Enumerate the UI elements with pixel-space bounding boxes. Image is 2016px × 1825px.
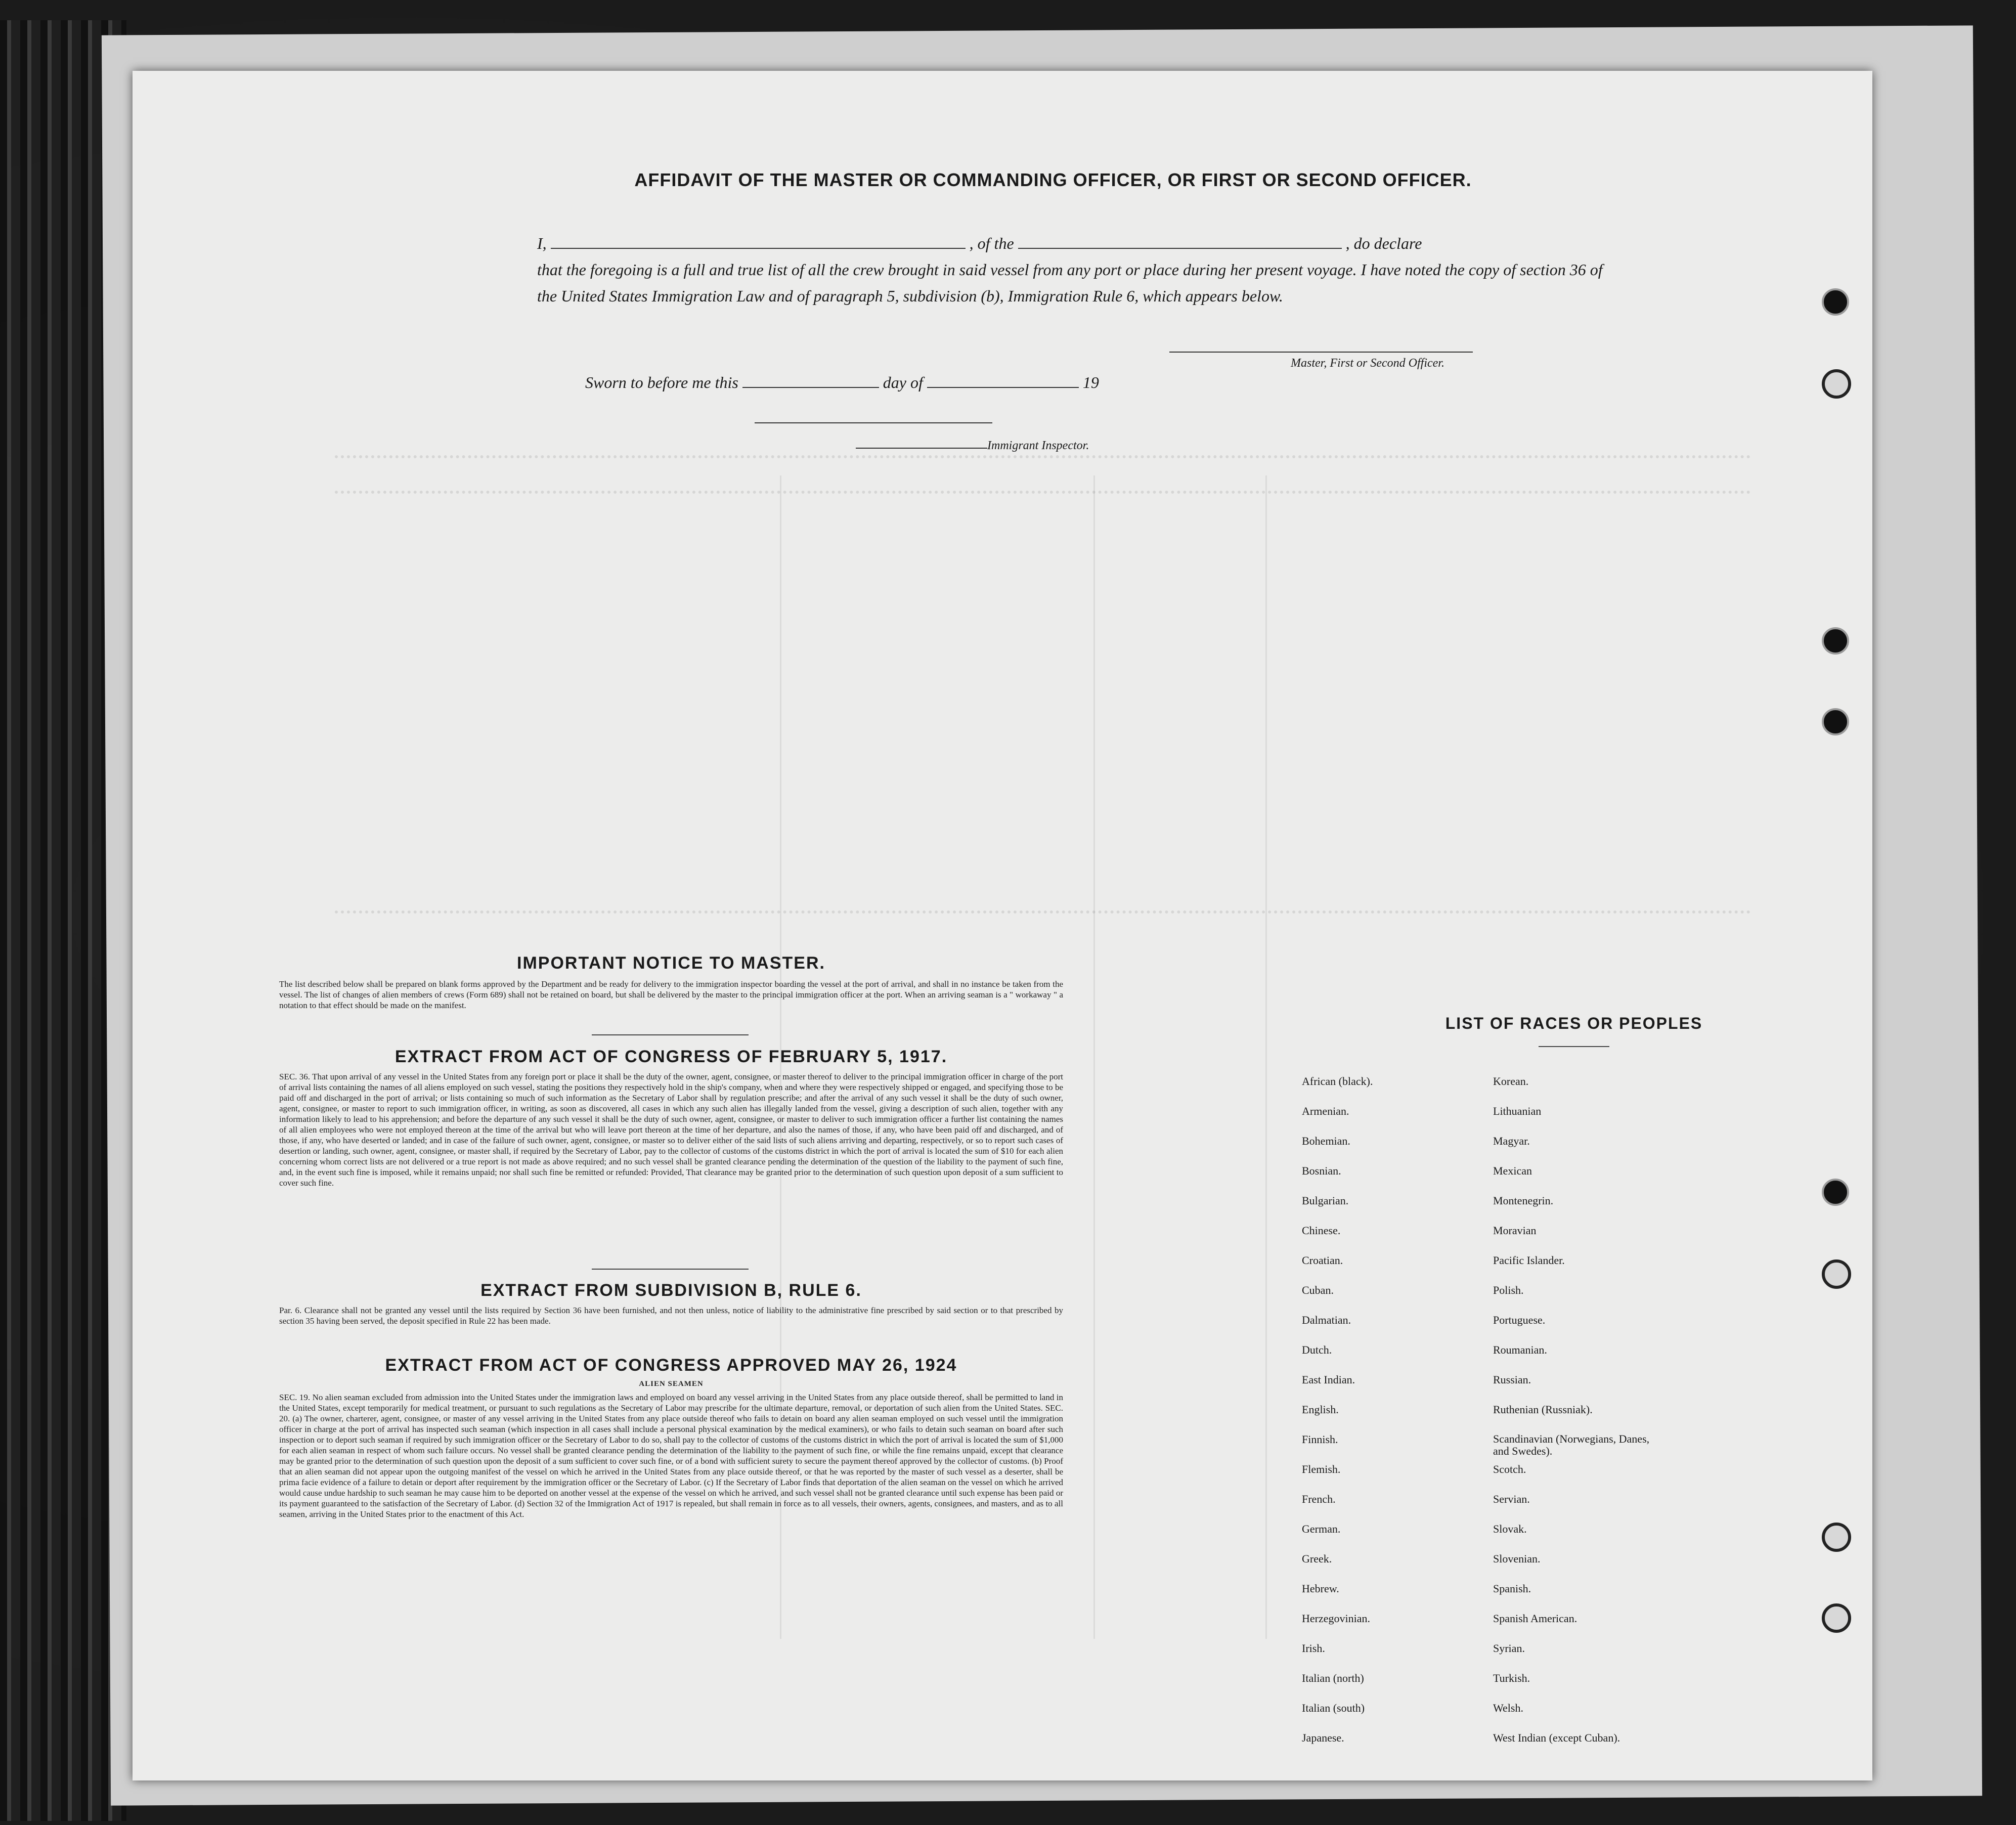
races-title: LIST OF RACES OR PEOPLES: [1445, 1014, 1703, 1032]
inspector-caption: Immigrant Inspector.: [987, 439, 1089, 452]
master-signature-caption: Master, First or Second Officer.: [1291, 357, 1444, 370]
race-item: Moravian: [1493, 1224, 1537, 1237]
sworn-month-field[interactable]: [927, 372, 1079, 388]
form-page: [133, 71, 1872, 1780]
punch-hole: [1822, 708, 1849, 735]
race-item: English.: [1302, 1403, 1339, 1416]
race-item: Portuguese.: [1493, 1314, 1546, 1326]
sworn-day-field[interactable]: [742, 372, 879, 388]
punch-hole: [1822, 1259, 1851, 1289]
race-item: Montenegrin.: [1493, 1194, 1554, 1207]
race-item: Roumanian.: [1493, 1343, 1547, 1356]
races-divider: [1539, 1046, 1609, 1047]
race-item: African (black).: [1302, 1075, 1373, 1088]
race-item: Spanish.: [1493, 1582, 1531, 1595]
race-item: Croatian.: [1302, 1254, 1343, 1267]
race-item: Dutch.: [1302, 1343, 1332, 1356]
race-item: Bohemian.: [1302, 1135, 1350, 1147]
race-item: Lithuanian: [1493, 1105, 1542, 1117]
extract-1917-title: EXTRACT FROM ACT OF CONGRESS OF FEBRUARY 5, 1917.: [395, 1047, 948, 1066]
extract-1917-text: SEC. 36. That upon arrival of any vessel in the United States from any foreign port or place it shall be the duty of the owner, agent, consignee, or master thereof to deliver to the principal immigration officer in charge of the port of arrival lists containing the names of all aliens employed on such vessel, stating the positions they respectively hold in the ship's company, when and where they were respectively shipped or engaged, and specifying those to be paid off and discharged in the port of arrival; or lists containing so much of such information as the Secretary of Labor shall by regulation prescribe; and after the arrival of any such vessel it shall be the duty of such owner, agent, consignee, or master to report to such immigration officer, in writing, as soon as discovered, all cases in which any such alien has illegally landed from the vessel, giving a description of such alien, together with any information likely to lead to his apprehension; and before the departure of any such vessel it shall be the duty of such owner, agent, consignee, or master to deliver to such immigration officer a further list containing the names of all alien employees who were not employed thereon at the time of the arrival but who will leave port thereon at the time of her departure, and also the names of those, if any, who have been paid off and discharged, and of those, if any, who have deserted or landed; and in case of the failure of such owner, agent, consignee, or master so to deliver either of the said lists of such aliens arriving and departing, respectively, or so to report such cases of desertion or landing, such owner, agent, consignee, or master shall, if required by the Secretary of Labor, pay to the collector of customs of the customs district in which the port of arrival is located the sum of $10 for each alien concerning whom correct lists are not delivered or a true report is not made as above required; and no such vessel shall be granted clearance pending the determination of the question of the liability to the payment of such fine, and, in the event such fine is imposed, while it remains unpaid; nor shall such fine be remitted or refunded: Provided, That clearance may be granted prior to the determination of such question upon deposit of a sum sufficient to cover such fine.: [279, 1072, 1063, 1188]
race-item: Armenian.: [1302, 1105, 1349, 1117]
section-divider: [592, 1269, 749, 1270]
notice-title: IMPORTANT NOTICE TO MASTER.: [517, 953, 825, 973]
race-item: Scandinavian (Norwegians, Danes, and Swedes).: [1493, 1432, 1650, 1457]
race-item: Hebrew.: [1302, 1582, 1339, 1595]
race-item: Japanese.: [1302, 1731, 1344, 1744]
year-prefix-label: 19: [1082, 373, 1099, 392]
race-item: Greek.: [1302, 1552, 1332, 1565]
bleed-through-line: [335, 455, 1751, 458]
race-item: Servian.: [1493, 1493, 1530, 1505]
affidavit-declare-label: , do declare: [1345, 234, 1422, 252]
bleed-through-column: [1265, 475, 1267, 1639]
punch-hole: [1822, 288, 1849, 316]
officer-name-field[interactable]: [551, 233, 966, 249]
extract-rule6-title: EXTRACT FROM SUBDIVISION B, RULE 6.: [480, 1281, 862, 1300]
affidavit-text: that the foregoing is a full and true list of all the crew brought in said vessel from any port or place during her present voyage. I have noted the copy of section 36 of the United States Immigration Law and of paragraph 5, subdivision (b), Immigration Rule 6, which appears below.: [537, 260, 1603, 305]
master-signature-line[interactable]: [1169, 352, 1473, 353]
races-right-column: [1493, 1075, 1655, 1761]
bleed-through-line: [335, 910, 1751, 914]
race-item: East Indian.: [1302, 1373, 1355, 1386]
inspector-signature-line[interactable]: [856, 448, 987, 449]
race-item: Cuban.: [1302, 1284, 1334, 1296]
race-item: Bosnian.: [1302, 1164, 1341, 1177]
race-item: Finnish.: [1302, 1433, 1338, 1446]
race-item: Russian.: [1493, 1373, 1531, 1386]
extract-1924-text: SEC. 19. No alien seaman excluded from admission into the United States under the immigration laws and employed on board any vessel arriving in the United States from any place outside thereof, shall be permitted to land in the United States, except temporarily for medical treatment, or pursuant to such regulations as the Secretary of Labor may prescribe for the ultimate departure, removal, or deportation of such alien from the United States. SEC. 20. (a) The owner, charterer, agent, consignee, or master of any vessel arriving in the United States from any place outside thereof who fails to detain on board any alien seaman employed on such vessel until the immigration officer in charge at the port of arrival has inspected such seaman (which inspection in all cases shall include a personal physical examination by the medical examiners), or who fails to detain such seaman on board after such inspection or to deport such seaman if required by such immigration officer or the Secretary of Labor to do so, shall pay to the collector of customs of the customs district in which the port of arrival is located the sum of $1,000 for each alien seaman in respect of whom such failure occurs. No vessel shall be granted clearance pending the determination of the liability to the payment of such fine, or while the fine remains unpaid, except that clearance may be granted prior to the determination of such question upon the deposit of a sum sufficient to cover such fine, or of a bond with sufficient surety to secure the payment thereof approved by the collector of customs. (b) Proof that an alien seaman did not appear upon the outgoing manifest of the vessel on which he arrived in the United States from any place outside thereof, or that he was reported by the master of such vessel as a deserter, shall be prima facie evidence of a failure to detain or deport after requirement by the immigration officer or the Secretary of Labor. (c) If the Secretary of Labor finds that deportation of the alien seaman on the vessel on which he arrived would cause undue hardship to such seaman he may cause him to be deported on another vessel at the expense of the vessel on which he arrived, and such vessel shall not be granted clearance until such expense has been paid or its payment guaranteed to the satisfaction of the Secretary of Labor. (d) Section 32 of the Immigration Act of 1917 is repealed, but shall remain in force as to all vessels, their owners, agents, consignees, and masters, and as to all seamen, arriving in the United States prior to the enactment of this Act.: [279, 1393, 1063, 1519]
affidavit-title: AFFIDAVIT OF THE MASTER OR COMMANDING OFFICER, OR FIRST OR SECOND OFFICER.: [634, 169, 1472, 190]
section-divider: [592, 1034, 749, 1035]
race-item: Polish.: [1493, 1284, 1524, 1296]
extract-rule6-text: Par. 6. Clearance shall not be granted any vessel until the lists required by Section 36 have been furnished, and not then unless, notice of liability to the administrative fine prescribed by said section or to that prescribed by section 35 having been served, the deposit specified in Rule 22 has been made.: [279, 1306, 1063, 1326]
race-item: Spanish American.: [1493, 1612, 1577, 1625]
race-item: Korean.: [1493, 1075, 1529, 1088]
race-item: Flemish.: [1302, 1463, 1341, 1475]
extract-1924-subtitle: ALIEN SEAMEN: [639, 1380, 704, 1388]
vessel-name-field[interactable]: [1018, 233, 1342, 249]
punch-hole: [1822, 1603, 1851, 1633]
race-item: Turkish.: [1493, 1672, 1530, 1684]
punch-hole: [1822, 369, 1851, 399]
inspector-upper-line[interactable]: [755, 422, 992, 423]
race-item: Italian (north): [1302, 1672, 1364, 1684]
affidavit-i-label: I,: [537, 234, 547, 252]
punch-hole: [1822, 1179, 1849, 1206]
race-item: German.: [1302, 1523, 1341, 1535]
race-item: Scotch.: [1493, 1463, 1526, 1475]
extract-1924-title: EXTRACT FROM ACT OF CONGRESS APPROVED MAY 26, 1924: [385, 1356, 957, 1375]
race-item: Irish.: [1302, 1642, 1325, 1655]
race-item: Ruthenian (Russniak).: [1493, 1403, 1593, 1416]
punch-hole: [1822, 1523, 1851, 1552]
race-item: Slovenian.: [1493, 1552, 1541, 1565]
day-of-label: day of: [883, 373, 923, 392]
affidavit-declaration-line: [537, 230, 1625, 256]
race-item: Slovak.: [1493, 1523, 1527, 1535]
race-item: Herzegovinian.: [1302, 1612, 1370, 1625]
notice-text: The list described below shall be prepared on blank forms approved by the Department and be ready for delivery to the immigration inspector boarding the vessel at the port of arrival, and shall in no instance be taken from the vessel. The list of changes of alien members of crews (Form 689) shall not be retained on board, but shall be delivered by the master to the principal immigration officer at the port. When an arriving seaman is a " workaway " a notation to that effect should be made on the manifest.: [279, 979, 1063, 1010]
race-item: Chinese.: [1302, 1224, 1341, 1237]
race-item: French.: [1302, 1493, 1336, 1505]
affidavit-body: [537, 230, 1625, 309]
race-item: West Indian (except Cuban).: [1493, 1731, 1620, 1744]
affidavit-of-the-label: , of the: [969, 234, 1014, 252]
race-item: Syrian.: [1493, 1642, 1525, 1655]
race-item: Magyar.: [1493, 1135, 1530, 1147]
sworn-label: Sworn to before me this: [585, 373, 738, 392]
bleed-through-line: [335, 491, 1751, 494]
race-item: Pacific Islander.: [1493, 1254, 1565, 1267]
race-item: Italian (south): [1302, 1702, 1365, 1714]
sworn-statement: [585, 372, 1099, 392]
race-item: Mexican: [1493, 1164, 1532, 1177]
race-item: Bulgarian.: [1302, 1194, 1349, 1207]
races-left-column: [1302, 1075, 1373, 1761]
race-item: Welsh.: [1493, 1702, 1523, 1714]
race-item: Dalmatian.: [1302, 1314, 1351, 1326]
bleed-through-column: [1093, 475, 1095, 1639]
punch-hole: [1822, 627, 1849, 655]
